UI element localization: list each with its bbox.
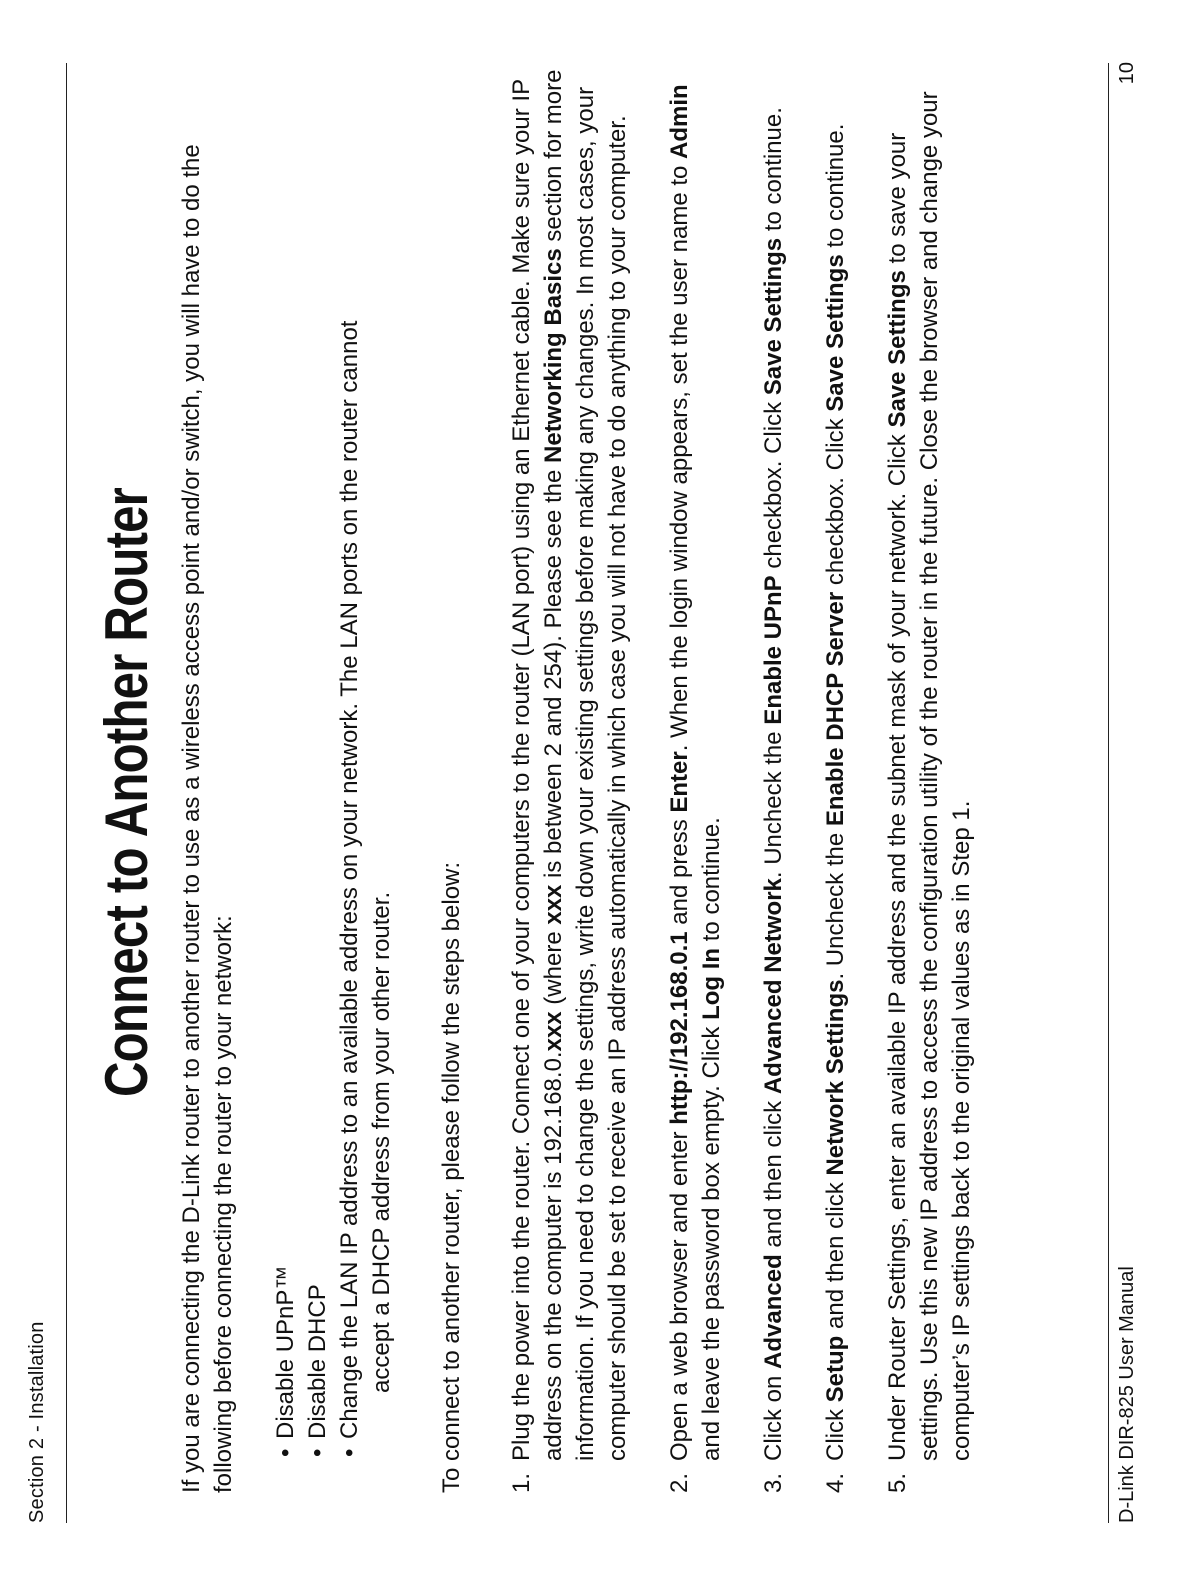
page-title: Connect to Another Router: [93, 487, 160, 1098]
emphasis: Setup: [822, 1335, 849, 1403]
emphasis: Save Settings: [760, 237, 787, 396]
emphasis: Network Settings: [822, 979, 849, 1176]
step-3: [758, 53, 790, 1493]
emphasis: http://192.168.0.1: [666, 931, 693, 1125]
emphasis: xxx: [540, 1011, 567, 1052]
step-text: Plug the power into the router. Connect one of your computers to the router (LAN port) using an Ethernet cable. Make sure your IP address on the computer is 192.168.0.: [508, 79, 567, 1461]
list-item: [334, 77, 398, 1457]
step-text: and press: [666, 812, 693, 932]
emphasis: Save Settings: [822, 254, 849, 412]
step-text: Click: [822, 1402, 849, 1461]
step-text: (where: [540, 924, 567, 1012]
step-number: 4.: [822, 1472, 849, 1493]
step-5: [882, 53, 978, 1493]
step-text: to continue.: [822, 123, 849, 255]
list-item: [270, 77, 302, 1457]
page-number: 10: [1116, 62, 1138, 85]
emphasis: Enable DHCP Server: [822, 591, 849, 827]
list-item: [302, 77, 334, 1457]
emphasis: Enter: [666, 751, 693, 813]
step-text: is between 2 and 254). Please see the: [540, 462, 567, 885]
emphasis: Networking Basics: [540, 248, 567, 463]
step-text: Open a web browser and enter: [666, 1124, 693, 1461]
step-text: Under Router Settings, enter an available IP address and the subnet mask of your network. Click: [884, 427, 911, 1461]
step-text: . When the login window appears, set the user name to: [666, 158, 693, 752]
header-divider: [66, 63, 67, 1523]
section-header: Section 2 - Installation: [26, 1321, 48, 1523]
prerequisite-list: [270, 77, 398, 1457]
step-number: 5.: [884, 1472, 911, 1493]
footer-manual-name: D-Link DIR-825 User Manual: [1116, 1266, 1138, 1523]
step-text: checkbox. Click: [822, 411, 849, 592]
emphasis: Enable UPnP: [760, 575, 787, 725]
list-item-continuation: accept a DHCP address from your other router.: [368, 891, 395, 1393]
step-text: Click on: [760, 1368, 787, 1461]
step-text: . Uncheck the: [822, 826, 849, 980]
step-text: and then click: [760, 1094, 787, 1255]
step-text: checkbox. Click: [760, 395, 787, 576]
step-text: to continue.: [760, 107, 787, 238]
step-text: . Uncheck the: [760, 724, 787, 879]
emphasis: Advanced Network: [760, 878, 787, 1095]
step-number: 1.: [508, 1472, 535, 1493]
step-text: and then click: [822, 1175, 849, 1336]
intro-paragraph: If you are connecting the D-Link router to another router to use as a wireless access point and/or switch, you will have to do the following before connecting the router to your network:: [178, 144, 237, 1493]
step-text: and leave the password box empty. Click: [698, 1019, 725, 1461]
steps-lead-in: To connect to another router, please follow the steps below:: [438, 861, 465, 1493]
list-item-text: Disable DHCP: [304, 1284, 331, 1439]
step-4: [820, 53, 852, 1493]
list-item-text: Disable UPnP™: [272, 1265, 299, 1439]
list-item-text: Change the LAN IP address to an available address on your network. The LAN ports on the router cannot: [336, 320, 363, 1439]
emphasis: Advanced: [760, 1254, 787, 1369]
emphasis: xxx: [540, 884, 567, 925]
emphasis: Log In: [698, 947, 725, 1020]
footer-divider: [1108, 63, 1109, 1523]
step-1: [506, 53, 634, 1493]
step-number: 2.: [666, 1472, 693, 1493]
emphasis: Save Settings: [884, 270, 911, 428]
steps-list: [506, 53, 1008, 1493]
emphasis: Admin: [666, 84, 693, 159]
step-number: 3.: [760, 1472, 787, 1493]
step-text: to save your settings. Use this new IP address to access the configuration utility of the router in the future. Close the browser and change your computer’s IP settings back to the original values as in Step 1.: [884, 91, 975, 1461]
step-text: section for more information. If you need to change the settings, write down your existing settings before making any changes. In most cases, your computer should be set to receive an IP address automatically in which case you will not have to do anything to your computer.: [540, 69, 631, 1461]
step-text: to continue.: [698, 817, 725, 948]
step-2: [664, 53, 728, 1493]
